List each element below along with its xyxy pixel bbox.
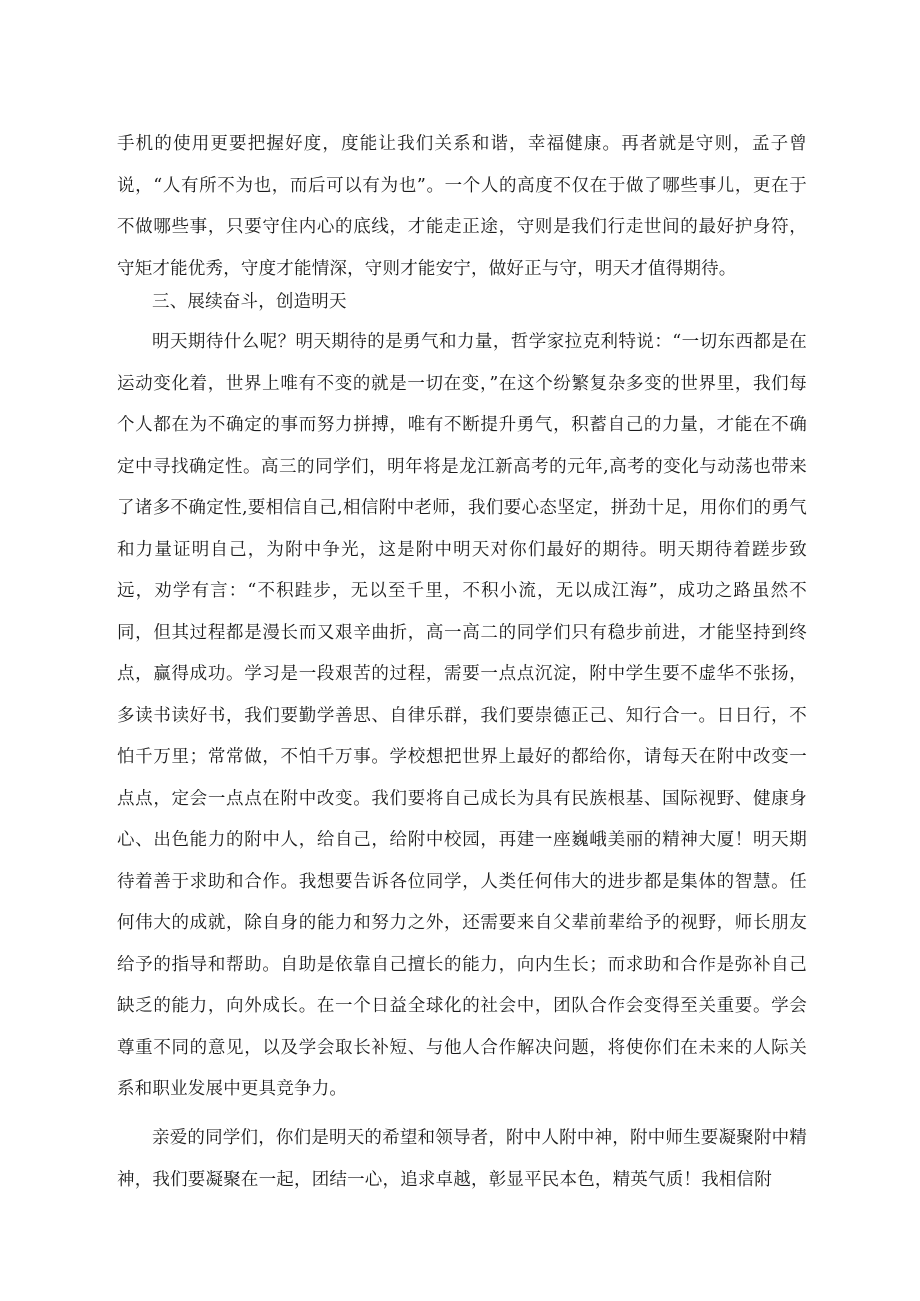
closing-paragraph-block [117, 1118, 807, 1201]
section-heading-block [117, 282, 807, 324]
closing-paragraph: 亲爱的同学们，你们是明天的希望和领导者，附中人附中神，附中师生要凝聚附中精神，我们要凝聚在一起，团结一心，追求卓越，彰显平民本色，精英气质！我相信附 [117, 1128, 807, 1190]
continuation-paragraph-block [117, 124, 807, 290]
body-main-paragraph: 明天期待什么呢？明天期待的是勇气和力量，哲学家拉克利特说：“一切东西都是在运动变化着，世界上唯有不变的就是一切在变，”在这个纷繁复杂多变的世界里，我们每个人都在为不确定的事而努力拼搏，唯有不断提升勇气，积蓄自己的力量，才能在不确定中寻找确定性。高三的同学们，明年将是龙江新高考的元年,高考的变化与动荡也带来了诸多不确定性,要相信自己,相信附中老师，我们要心态坚定，拼劲十足，用你们的勇气和力量证明自己，为附中争光，这是附中明天对你们最好的期待。明天期待着蹉步致远，劝学有言：“不积跬步，无以至千里，不积小流，无以成江海”，成功之路虽然不同，但其过程都是漫长而又艰辛曲折，高一高二的同学们只有稳步前进，才能坚持到终点，赢得成功。学习是一段艰苦的过程，需要一点点沉淀，附中学生要不虚华不张扬，多读书读好书，我们要勤学善思、自律乐群，我们要崇德正己、知行合一。日日行，不怕千万里；常常做，不怕千万事。学校想把世界上最好的都给你，请每天在附中改变一点点，定会一点点在附中改变。我们要将自己成长为具有民族根基、国际视野、健康身心、出色能力的附中人，给自己，给附中校园，再建一座巍峨美丽的精神大厦！明天期待着善于求助和合作。我想要告诉各位同学，人类任何伟大的进步都是集体的智慧。任何伟大的成就，除自身的能力和努力之外，还需要来自父辈前辈给予的视野，师长朋友给予的指导和帮助。自助是依靠自己擅长的能力，向内生长；而求助和合作是弥补自己缺乏的能力，向外成长。在一个日益全球化的社会中，团队合作会变得至关重要。学会尊重不同的意见，以及学会取长补短、与他人合作解决问题，将使你们在未来的人际关系和职业发展中更具竞争力。 [117, 332, 807, 1099]
continuation-paragraph: 手机的使用更要把握好度，度能让我们关系和谐，幸福健康。再者就是守则，孟子曾说，“人有所不为也，而后可以有为也”。一个人的高度不仅在于做了哪些事儿，更在于不做哪些事，只要守住内心的底线，才能走正途，守则是我们行走世间的最好护身符，守矩才能优秀，守度才能情深，守则才能安宁，做好正与守，明天才值得期待。 [117, 134, 807, 279]
body-main-paragraph-block [117, 322, 807, 1111]
section-heading: 三、展续奋斗，创造明天 [152, 292, 347, 312]
